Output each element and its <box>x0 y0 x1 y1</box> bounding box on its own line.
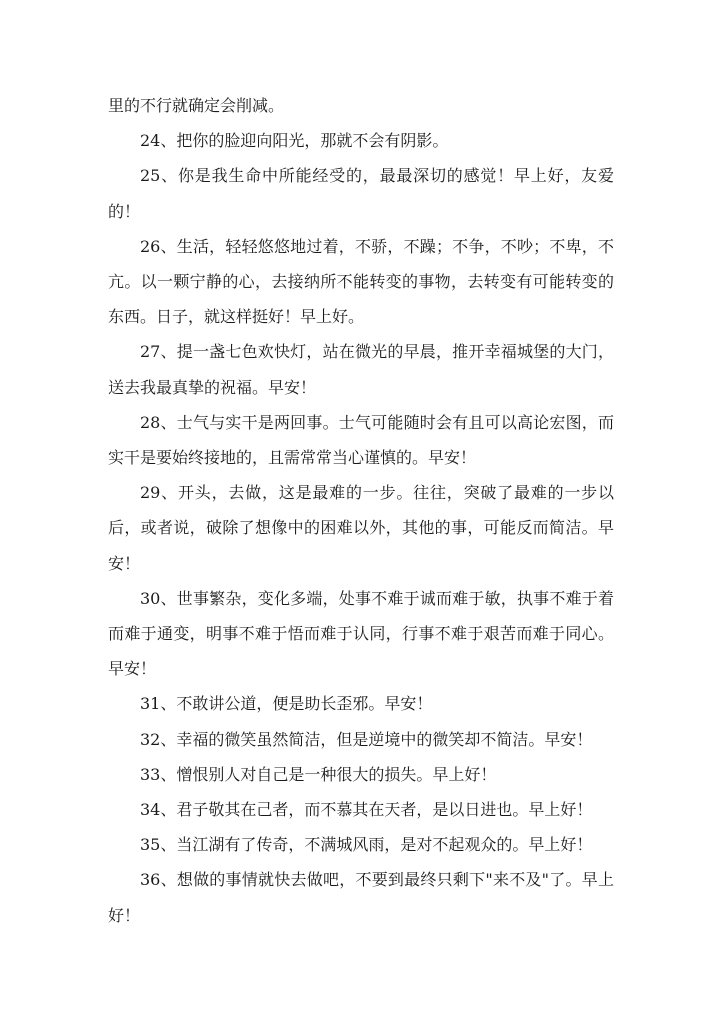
document-body <box>108 88 614 933</box>
paragraph-36: 36、想做的事情就快去做吧，不要到最终只剩下"来不及"了。早上好！ <box>108 870 614 925</box>
paragraph-25: 25、你是我生命中所能经受的，最最深切的感觉！早上好，友爱的！ <box>108 166 614 221</box>
paragraph-35: 35、当江湖有了传奇，不满城风雨，是对不起观众的。早上好！ <box>140 835 593 855</box>
paragraph-29: 29、开头，去做，这是最难的一步。往往，突破了最难的一步以后，或者说，破除了想像中的困难以外，其他的事，可能反而简洁。早安！ <box>108 483 614 573</box>
paragraph-27: 27、提一盏七色欢快灯，站在微光的早晨，推开幸福城堡的大门，送去我最真挚的祝福。早安！ <box>108 342 614 397</box>
paragraph-24: 24、把你的脸迎向阳光，那就不会有阴影。 <box>140 131 449 151</box>
paragraph-31: 31、不敢讲公道，便是助长歪邪。早安！ <box>140 694 433 714</box>
paragraph-continued: 里的不行就确定会削减。 <box>108 96 285 115</box>
paragraph-32: 32、幸福的微笑虽然简洁，但是逆境中的微笑却不简洁。早安！ <box>140 729 593 749</box>
paragraph-30: 30、世事繁杂，变化多端，处事不难于诚而难于敏，执事不难于着而难于通变，明事不难于悟而难于认同，行事不难于艰苦而难于同心。早安！ <box>108 588 614 679</box>
paragraph-33: 33、憎恨别人对自己是一种很大的损失。早上好！ <box>140 764 497 784</box>
paragraph-26: 26、生活，轻轻悠悠地过着，不骄，不躁；不争，不吵；不卑，不亢。以一颗宁静的心，去接纳所不能转变的事物，去转变有可能转变的东西。日子，就这样挺好！早上好。 <box>108 236 614 327</box>
paragraph-34: 34、君子敬其在己者，而不慕其在天者，是以日进也。早上好！ <box>140 800 593 820</box>
paragraph-28: 28、士气与实干是两回事。士气可能随时会有且可以高论宏图，而实干是要始终接地的，且需常常当心谨慎的。早安！ <box>108 412 614 468</box>
